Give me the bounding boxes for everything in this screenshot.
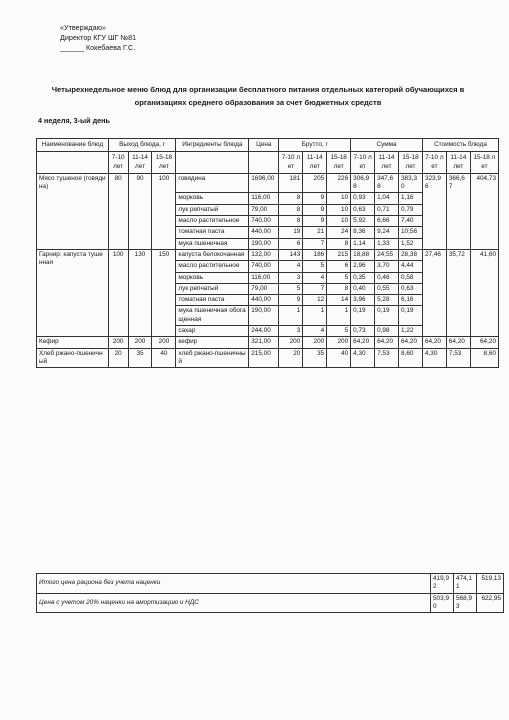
- sum-value: 6,16: [399, 295, 423, 306]
- sum-value: 0,58: [399, 272, 423, 283]
- ingredient-price: 1696,00: [249, 173, 279, 193]
- sum-value: 2,96: [351, 261, 375, 272]
- brutto-value: 5: [327, 326, 351, 337]
- sum-value: 28,38: [399, 249, 423, 260]
- brutto-value: 5: [327, 272, 351, 283]
- sum-value: 0,46: [375, 272, 399, 283]
- brutto-value: 35: [303, 348, 327, 368]
- brutto-value: 5: [279, 283, 303, 294]
- sum-value: 1,33: [375, 238, 399, 249]
- brutto-value: 200: [327, 337, 351, 348]
- ingredient-name: кефир: [176, 337, 249, 348]
- table-row: [37, 348, 499, 368]
- header-dish: Наименование блюд: [37, 139, 109, 152]
- brutto-value: 3: [279, 272, 303, 283]
- totals-value: 622,95: [477, 593, 504, 613]
- sum-value: 0,19: [399, 306, 423, 326]
- dish-output: 130: [128, 249, 152, 336]
- sum-value: 1,04: [375, 193, 399, 204]
- sum-value: 306,98: [351, 173, 375, 193]
- header-empty: [176, 152, 249, 174]
- totals-value: 568,93: [454, 593, 477, 613]
- brutto-value: 9: [279, 295, 303, 306]
- brutto-value: 10: [327, 193, 351, 204]
- totals-value: 519,13: [477, 574, 504, 594]
- totals-value: 503,90: [431, 593, 454, 613]
- sum-value: 1,14: [351, 238, 375, 249]
- approval-title: «Утверждаю»: [60, 23, 106, 32]
- approval-position: Директор КГУ ШГ №81: [60, 33, 137, 42]
- dish-output: 20: [108, 348, 128, 368]
- week-day-label: 4 неделя, 3-ый день: [38, 116, 110, 125]
- totals-table: [36, 573, 504, 613]
- brutto-value: 4: [279, 261, 303, 272]
- totals-value: 419,92: [431, 574, 454, 594]
- brutto-value: 14: [327, 295, 351, 306]
- sum-value: 1,22: [399, 326, 423, 337]
- dish-cost: 35,72: [446, 249, 470, 336]
- sum-value: 0,71: [375, 204, 399, 215]
- dish-output: 200: [128, 337, 152, 348]
- brutto-value: 20: [279, 348, 303, 368]
- brutto-value: 9: [303, 204, 327, 215]
- totals-label: Цена с учетом 20% наценки на амортизацию и НДС: [37, 593, 431, 613]
- age-header: 11-14 лет: [446, 152, 470, 174]
- sum-value: 7,53: [375, 348, 399, 368]
- sum-value: 8,36: [351, 227, 375, 238]
- brutto-value: 6: [279, 238, 303, 249]
- brutto-value: 181: [279, 173, 303, 193]
- sum-value: 18,88: [351, 249, 375, 260]
- ingredient-price: 740,00: [249, 261, 279, 272]
- brutto-value: 24: [327, 227, 351, 238]
- header-brutto: Брутто, г: [279, 139, 351, 152]
- ingredient-price: 440,00: [249, 295, 279, 306]
- brutto-value: 12: [303, 295, 327, 306]
- dish-cost: 404,73: [470, 173, 498, 249]
- age-header: 11-14 лет: [128, 152, 152, 174]
- brutto-value: 19: [279, 227, 303, 238]
- age-header: 11-14 лет: [303, 152, 327, 174]
- brutto-value: 9: [303, 193, 327, 204]
- dish-cost: 4,30: [422, 348, 446, 368]
- brutto-value: 143: [279, 249, 303, 260]
- age-header: 7-10 лет: [422, 152, 446, 174]
- header-ingredients: Ингредиенты блюда: [176, 139, 249, 152]
- ingredient-name: капуста белокочанная: [176, 249, 249, 260]
- brutto-value: 8: [327, 238, 351, 249]
- brutto-value: 8: [279, 204, 303, 215]
- ingredient-price: 440,00: [249, 227, 279, 238]
- sum-value: 0,63: [399, 283, 423, 294]
- dish-name: Кефир: [37, 337, 109, 348]
- table-row: [37, 173, 499, 193]
- sum-value: 0,55: [375, 283, 399, 294]
- ingredient-name: лук репчатый: [176, 283, 249, 294]
- sum-value: 64,20: [375, 337, 399, 348]
- ingredient-price: 740,00: [249, 216, 279, 227]
- dish-cost: 27,46: [422, 249, 446, 336]
- ingredient-price: 244,00: [249, 326, 279, 337]
- brutto-value: 1: [303, 306, 327, 326]
- ingredient-price: 190,00: [249, 306, 279, 326]
- ingredient-price: 116,00: [249, 193, 279, 204]
- sum-value: 4,44: [399, 261, 423, 272]
- dish-cost: 64,20: [422, 337, 446, 348]
- ingredient-name: мука пшеничная: [176, 238, 249, 249]
- sum-value: 0,79: [399, 204, 423, 215]
- ingredient-price: 79,00: [249, 283, 279, 294]
- sum-value: 0,19: [351, 306, 375, 326]
- dish-cost: 64,20: [470, 337, 498, 348]
- sum-value: 0,73: [351, 326, 375, 337]
- sum-value: 5,92: [351, 216, 375, 227]
- dish-name: Гарнир: капуста тушенная: [37, 249, 109, 336]
- sum-value: 1,16: [399, 193, 423, 204]
- sum-value: 1,52: [399, 238, 423, 249]
- menu-table: [36, 138, 499, 368]
- brutto-value: 205: [303, 173, 327, 193]
- sum-value: 0,63: [351, 204, 375, 215]
- brutto-value: 10: [327, 204, 351, 215]
- header-empty: [249, 152, 279, 174]
- approval-signature: ______ Кокебаева Г.С.: [60, 43, 136, 52]
- age-header: 15-18 лет: [152, 152, 176, 174]
- brutto-value: 7: [303, 238, 327, 249]
- ingredient-name: лук репчатый: [176, 204, 249, 215]
- ingredient-name: мука пшеничная обогащенная: [176, 306, 249, 326]
- brutto-value: 8: [279, 193, 303, 204]
- dish-cost: 41,60: [470, 249, 498, 336]
- sum-value: 24,55: [375, 249, 399, 260]
- sum-value: 64,20: [399, 337, 423, 348]
- header-sum: Сумма: [351, 139, 423, 152]
- age-header: 15-18 лет: [327, 152, 351, 174]
- ingredient-price: 321,00: [249, 337, 279, 348]
- totals-label: Итого цена рациона без учета наценки: [37, 574, 431, 594]
- dish-output: 35: [128, 348, 152, 368]
- age-header: 15-18 лет: [470, 152, 498, 174]
- header-cost: Стоимость блюда: [422, 139, 498, 152]
- table-row: [37, 249, 499, 260]
- ingredient-name: говядина: [176, 173, 249, 193]
- brutto-value: 3: [279, 326, 303, 337]
- age-header: 11-14 лет: [375, 152, 399, 174]
- ingredient-name: сахар: [176, 326, 249, 337]
- dish-output: 200: [152, 337, 176, 348]
- approval-stamp: [60, 23, 136, 53]
- sum-value: 7,40: [399, 216, 423, 227]
- brutto-value: 1: [327, 306, 351, 326]
- sum-value: 0,93: [351, 193, 375, 204]
- sum-value: 3,96: [351, 295, 375, 306]
- dish-output: 90: [128, 173, 152, 249]
- ingredient-price: 79,00: [249, 204, 279, 215]
- dish-output: 150: [152, 249, 176, 336]
- ingredient-price: 116,00: [249, 272, 279, 283]
- sum-value: 9,24: [375, 227, 399, 238]
- dish-cost: 366,67: [446, 173, 470, 249]
- dish-output: 100: [108, 249, 128, 336]
- totals-value: 474,11: [454, 574, 477, 594]
- ingredient-name: морковь: [176, 272, 249, 283]
- dish-name: Мясо тушеное (говядина): [37, 173, 109, 249]
- age-header: 15-18 лет: [399, 152, 423, 174]
- brutto-value: 6: [327, 261, 351, 272]
- dish-cost: 8,60: [470, 348, 498, 368]
- sum-value: 0,19: [375, 306, 399, 326]
- brutto-value: 21: [303, 227, 327, 238]
- dish-name: Хлеб ржано-пшеничный: [37, 348, 109, 368]
- dish-output: 40: [152, 348, 176, 368]
- sum-value: 5,28: [375, 295, 399, 306]
- dish-output: 80: [108, 173, 128, 249]
- ingredient-price: 132,00: [249, 249, 279, 260]
- brutto-value: 215: [327, 249, 351, 260]
- header-price: Цена: [249, 139, 279, 152]
- brutto-value: 8: [279, 216, 303, 227]
- brutto-value: 200: [279, 337, 303, 348]
- brutto-value: 5: [303, 261, 327, 272]
- ingredient-name: масло растительное: [176, 261, 249, 272]
- brutto-value: 8: [327, 283, 351, 294]
- brutto-value: 186: [303, 249, 327, 260]
- dish-output: 100: [152, 173, 176, 249]
- brutto-value: 4: [303, 272, 327, 283]
- totals-row: [37, 574, 504, 594]
- dish-output: 200: [108, 337, 128, 348]
- brutto-value: 200: [303, 337, 327, 348]
- age-header: 7-10 лет: [279, 152, 303, 174]
- sum-value: 8,60: [399, 348, 423, 368]
- header-output: Выход блюда, г: [108, 139, 176, 152]
- table-row: [37, 337, 499, 348]
- totals-row: [37, 593, 504, 613]
- sum-value: 0,98: [375, 326, 399, 337]
- ingredient-price: 190,00: [249, 238, 279, 249]
- brutto-value: 10: [327, 216, 351, 227]
- sum-value: 4,30: [351, 348, 375, 368]
- dish-cost: 323,96: [422, 173, 446, 249]
- ingredient-name: морковь: [176, 193, 249, 204]
- sum-value: 383,30: [399, 173, 423, 193]
- brutto-value: 9: [303, 216, 327, 227]
- dish-cost: 64,20: [446, 337, 470, 348]
- sum-value: 3,70: [375, 261, 399, 272]
- brutto-value: 4: [303, 326, 327, 337]
- sum-value: 0,35: [351, 272, 375, 283]
- sum-value: 347,68: [375, 173, 399, 193]
- header-empty: [37, 152, 109, 174]
- ingredient-name: томатная паста: [176, 227, 249, 238]
- ingredient-price: 215,00: [249, 348, 279, 368]
- dish-cost: 7,53: [446, 348, 470, 368]
- document-title: Четырехнедельное меню блюд для организации бесплатного питания отдельных категорий обучающихся в организациях среднего образования за счет бюджетных средств: [51, 85, 465, 107]
- sum-value: 64,20: [351, 337, 375, 348]
- age-header: 7-10 лет: [108, 152, 128, 174]
- ingredient-name: томатная паста: [176, 295, 249, 306]
- brutto-value: 226: [327, 173, 351, 193]
- age-header: 7-10 лет: [351, 152, 375, 174]
- ingredient-name: масло растительное: [176, 216, 249, 227]
- sum-value: 0,40: [351, 283, 375, 294]
- sum-value: 6,66: [375, 216, 399, 227]
- brutto-value: 40: [327, 348, 351, 368]
- brutto-value: 7: [303, 283, 327, 294]
- sum-value: 10,56: [399, 227, 423, 238]
- brutto-value: 1: [279, 306, 303, 326]
- ingredient-name: хлеб ржано-пшеничный: [176, 348, 249, 368]
